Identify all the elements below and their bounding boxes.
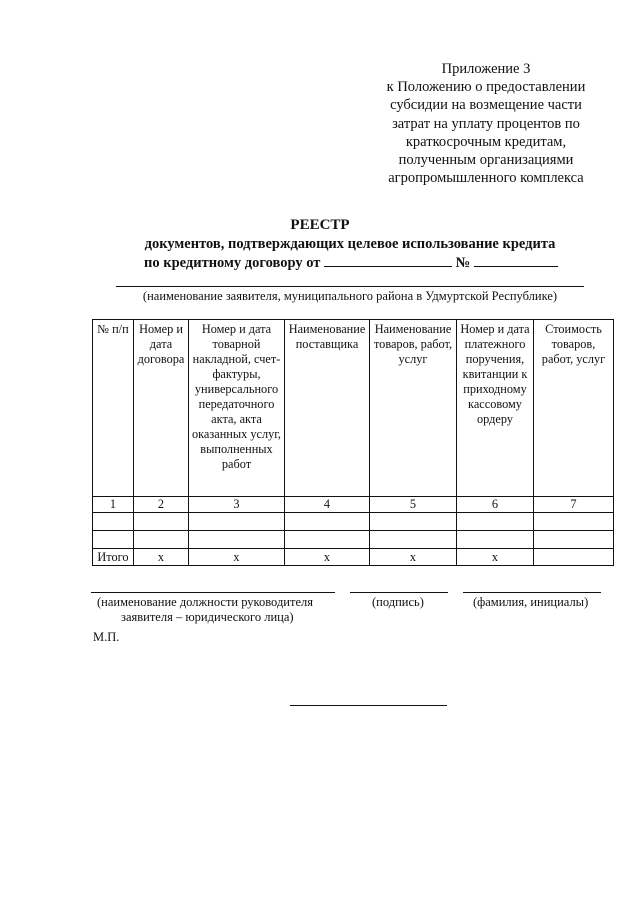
column-number: 3 bbox=[189, 497, 285, 513]
applicant-name-line bbox=[116, 286, 584, 287]
table-cell bbox=[93, 531, 134, 549]
column-number: 1 bbox=[93, 497, 134, 513]
table-row bbox=[93, 513, 614, 531]
signature-line bbox=[350, 592, 448, 593]
table-cell bbox=[285, 531, 370, 549]
position-caption: (наименование должности руководителя bbox=[97, 595, 313, 609]
appendix-line: агропромышленного комплекса bbox=[388, 170, 584, 187]
col-header-cost: Стоимость товаров, работ, услуг bbox=[534, 320, 614, 497]
total-cell: х bbox=[370, 549, 457, 566]
total-label: Итого bbox=[93, 549, 134, 566]
total-cell: х bbox=[189, 549, 285, 566]
appendix-line: полученным организациями bbox=[398, 152, 574, 169]
contract-number-sign: № bbox=[455, 255, 471, 271]
col-header-contract: Номер и дата договора bbox=[134, 320, 189, 497]
position-caption-continued: заявителя – юридического лица) bbox=[121, 610, 294, 624]
contract-number-blank bbox=[474, 254, 558, 267]
table-cell bbox=[134, 531, 189, 549]
document-subtitle: документов, подтверждающих целевое использование кредита bbox=[144, 236, 556, 252]
table-cell bbox=[189, 513, 285, 531]
total-cell: х bbox=[285, 549, 370, 566]
col-header-supplier: Наименование поставщика bbox=[285, 320, 370, 497]
total-row bbox=[93, 549, 614, 566]
table-cell bbox=[189, 531, 285, 549]
col-header-number: № п/п bbox=[93, 320, 134, 497]
total-cell bbox=[534, 549, 614, 566]
contract-reference-line bbox=[144, 254, 558, 272]
total-cell: х bbox=[134, 549, 189, 566]
column-number: 4 bbox=[285, 497, 370, 513]
table-cell bbox=[93, 513, 134, 531]
table-cell bbox=[457, 531, 534, 549]
col-header-payment: Номер и дата платежного поручения, квитанции к приходному кассовому ордеру bbox=[457, 320, 534, 497]
table-row bbox=[93, 531, 614, 549]
table-cell bbox=[370, 531, 457, 549]
document-end-line bbox=[290, 705, 447, 706]
table-cell bbox=[534, 531, 614, 549]
total-cell: х bbox=[457, 549, 534, 566]
table-cell bbox=[457, 513, 534, 531]
column-number: 5 bbox=[370, 497, 457, 513]
table-cell bbox=[370, 513, 457, 531]
applicant-caption: (наименование заявителя, муниципального района в Удмуртской Республике) bbox=[142, 289, 558, 303]
appendix-line: краткосрочным кредитам, bbox=[405, 133, 567, 150]
column-number: 6 bbox=[457, 497, 534, 513]
position-signature-line bbox=[91, 592, 335, 593]
name-caption: (фамилия, инициалы) bbox=[473, 595, 589, 609]
appendix-line: субсидии на возмещение части bbox=[390, 97, 582, 114]
table-cell bbox=[134, 513, 189, 531]
stamp-placeholder: М.П. bbox=[93, 630, 120, 644]
col-header-invoice: Номер и дата товарной накладной, счет-фактуры, универсального передаточного акта, акта оказанных услуг, выполненных работ bbox=[189, 320, 285, 497]
column-number: 2 bbox=[134, 497, 189, 513]
signature-caption: (подпись) bbox=[372, 595, 424, 609]
table-cell bbox=[534, 513, 614, 531]
column-number: 7 bbox=[534, 497, 614, 513]
registry-table bbox=[92, 319, 614, 566]
contract-label: по кредитному договору от bbox=[144, 255, 321, 271]
document-title: РЕЕСТР bbox=[290, 217, 350, 233]
name-signature-line bbox=[463, 592, 601, 593]
table-header-row bbox=[93, 320, 614, 497]
column-number-row bbox=[93, 497, 614, 513]
col-header-goods: Наименование товаров, работ, услуг bbox=[370, 320, 457, 497]
appendix-line: затрат на уплату процентов по bbox=[392, 115, 580, 132]
appendix-line: к Положению о предоставлении bbox=[386, 79, 586, 96]
appendix-line: Приложение 3 bbox=[441, 61, 531, 77]
table-cell bbox=[285, 513, 370, 531]
contract-date-blank bbox=[324, 254, 452, 267]
appendix-block bbox=[372, 60, 600, 187]
